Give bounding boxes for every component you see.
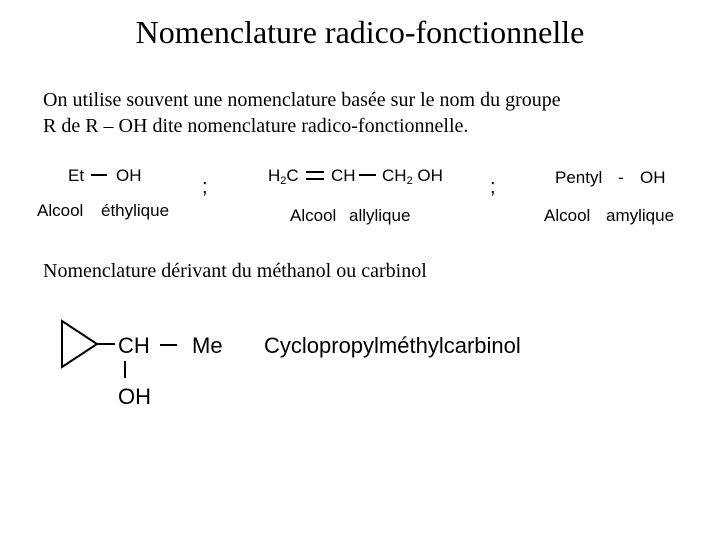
subscript-2: 2 [280, 175, 287, 187]
label-alcool: Alcool [544, 206, 591, 225]
section-heading: Nomenclature dérivant du méthanol ou carbinol [43, 260, 427, 282]
formula-ch: CH [331, 166, 356, 185]
atom-h: H [268, 166, 281, 185]
formula-ch: CH [118, 333, 150, 358]
atom-ch: CH [382, 166, 407, 185]
subscript-2: 2 [406, 175, 413, 187]
intro-line-1: On utilise souvent une nomenclature basée sur le nom du groupe [43, 89, 561, 111]
label-ethylique: éthylique [101, 201, 170, 220]
formula-et: Et [68, 166, 85, 185]
separator-semicolon: ; [490, 176, 496, 198]
formula-me: Me [192, 333, 223, 358]
label-amylique: amylique [606, 206, 675, 225]
intro-line-2: R de R – OH dite nomenclature radico-fonctionnelle. [43, 115, 469, 137]
page-title: Nomenclature radico-fonctionnelle [135, 14, 585, 50]
label-alcool: Alcool [290, 206, 337, 225]
atom-oh: OH [412, 166, 443, 185]
atom-c: C [286, 166, 299, 185]
formula-dash: - [618, 168, 624, 187]
label-allylique: allylique [349, 206, 411, 225]
cyclopropane-triangle [62, 321, 97, 367]
formula-pentyl: Pentyl [555, 168, 603, 187]
formula-oh: OH [640, 168, 666, 187]
formula-oh: OH [118, 384, 151, 409]
formula-oh: OH [116, 166, 142, 185]
compound-name: Cyclopropylméthylcarbinol [264, 333, 521, 358]
single-bond [160, 344, 177, 346]
separator-semicolon: ; [202, 176, 208, 198]
label-alcool: Alcool [37, 201, 84, 220]
